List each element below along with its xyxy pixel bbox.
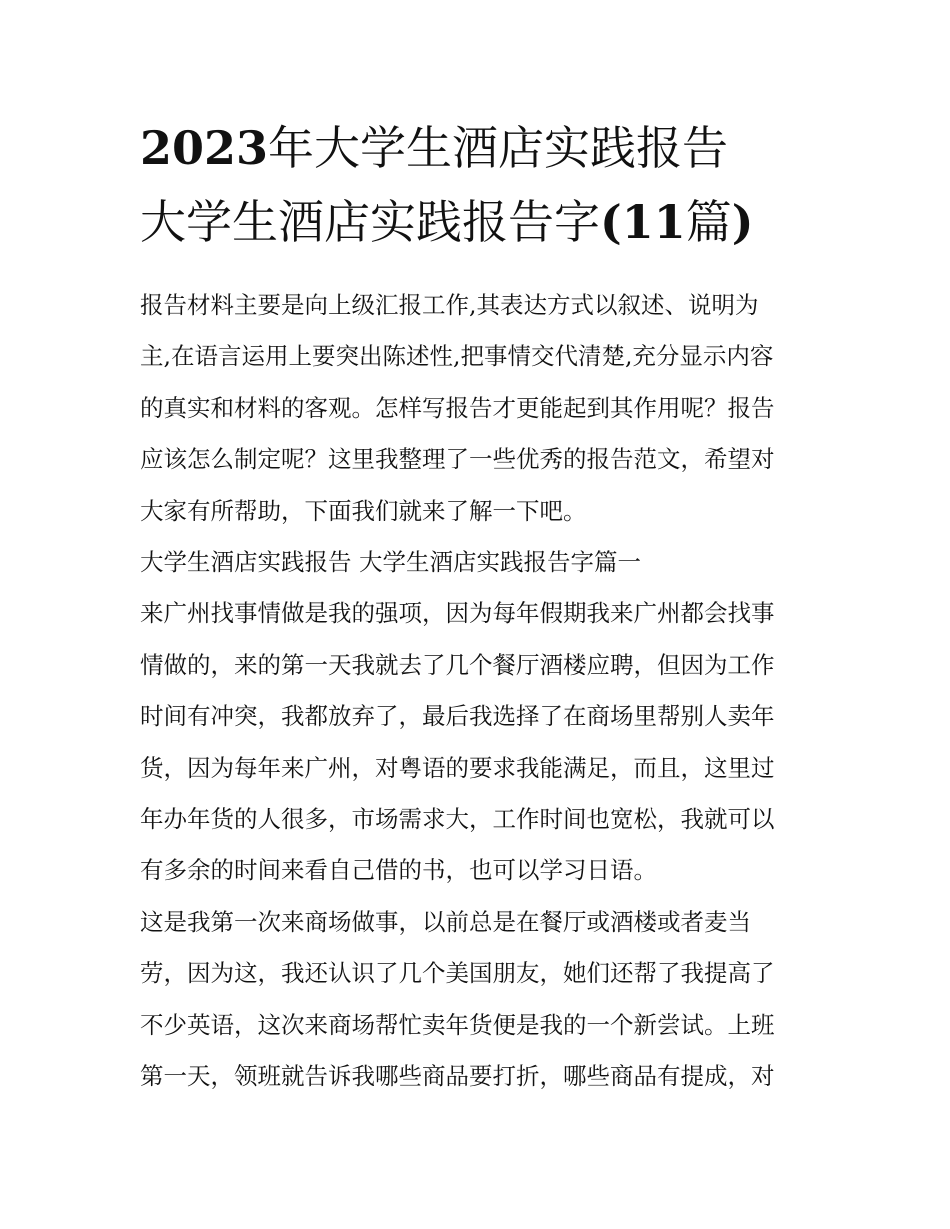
- intro-line: 应该怎么制定呢？这里我整理了一些优秀的报告范文，希望对: [140, 445, 775, 474]
- body-paragraph-1: [140, 588, 820, 896]
- title-year: 2023: [140, 121, 269, 175]
- intro-line: 的真实和材料的客观。怎样写报告才更能起到其作用呢？报告: [140, 393, 775, 422]
- section-heading: 大学生酒店实践报告 大学生酒店实践报告字篇一: [140, 548, 641, 577]
- paragraph-line: 劳，因为这，我还认识了几个美国朋友，她们还帮了我提高了: [140, 959, 775, 988]
- paragraph-line: 货，因为每年来广州，对粤语的要求我能满足，而且，这里过: [140, 753, 775, 782]
- title-line-2: [140, 192, 840, 252]
- title-count-open: (11: [600, 195, 686, 249]
- body-paragraph-2: [140, 897, 820, 1103]
- paragraph-line: 来广州找事情做是我的强项，因为每年假期我来广州都会找事: [140, 599, 775, 628]
- paragraph-line: 这是我第一次来商场做事，以前总是在餐厅或酒楼或者麦当: [140, 907, 751, 936]
- intro-line: 报告材料主要是向上级汇报工作,其表达方式以叙述、说明为: [140, 291, 759, 319]
- document-body: [140, 280, 820, 1103]
- paragraph-line: 第一天，领班就告诉我哪些商品要打折，哪些商品有提成，对: [140, 1062, 775, 1091]
- title-line-1-text: 年大学生酒店实践报告: [268, 121, 729, 175]
- paragraph-line: 不少英语，这次来商场帮忙卖年货便是我的一个新尝试。上班: [140, 1010, 775, 1039]
- paragraph-line: 时间有冲突，我都放弃了，最后我选择了在商场里帮别人卖年: [140, 702, 775, 731]
- document-title: [140, 118, 840, 252]
- title-count-word: 篇: [685, 195, 732, 249]
- title-line-1: [140, 118, 840, 178]
- paragraph-line: 有多余的时间来看自己借的书，也可以学习日语。: [140, 856, 657, 885]
- paragraph-line: 年办年货的人很多，市场需求大，工作时间也宽松，我就可以: [140, 805, 775, 834]
- intro-paragraph: [140, 280, 820, 537]
- paragraph-line: 情做的，来的第一天我就去了几个餐厅酒楼应聘，但因为工作: [140, 650, 775, 679]
- title-line-2-text: 大学生酒店实践报告字: [140, 195, 600, 249]
- intro-line: 主,在语言运用上要突出陈述性,把事情交代清楚,充分显示内容: [140, 342, 774, 371]
- intro-line: 大家有所帮助，下面我们就来了解一下吧。: [140, 496, 587, 525]
- title-count-close: ): [731, 195, 754, 249]
